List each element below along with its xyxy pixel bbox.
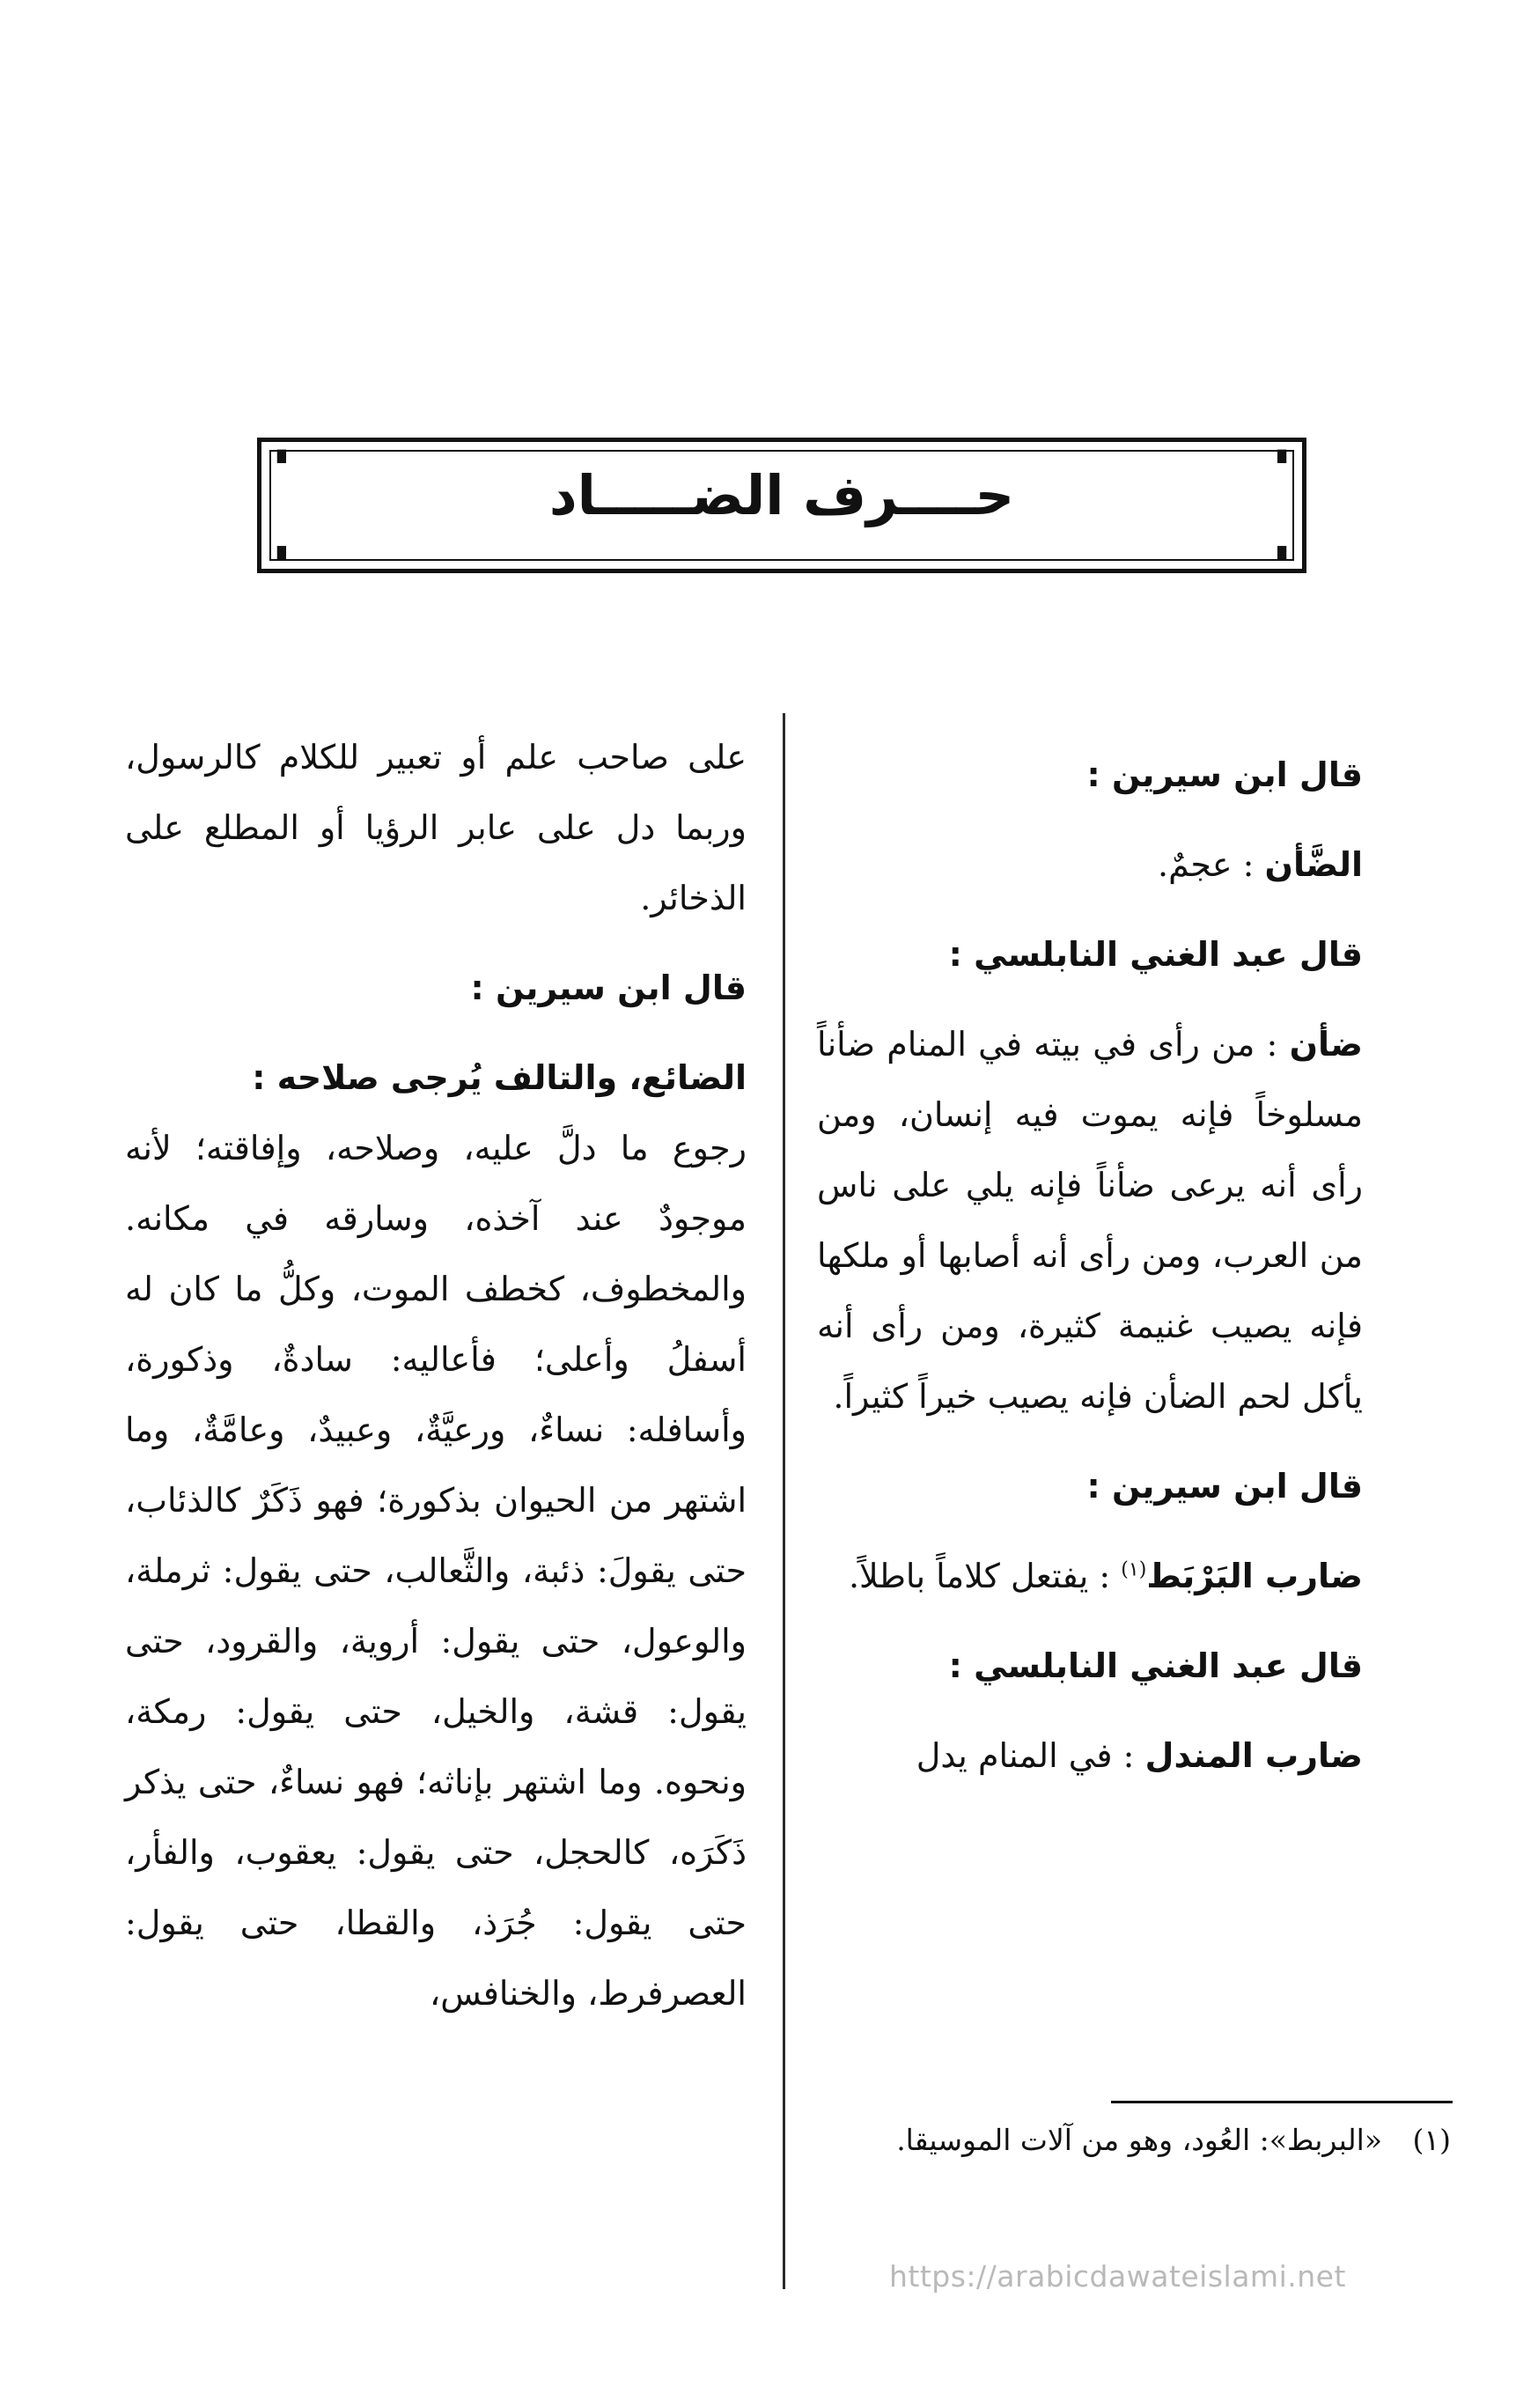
entry-text: رجوع ما دلَّ عليه، وصلاحه، وإفاقته؛ لأنه موجودٌ عند آخذه، وسارقه في مكانه. والمخطوف، كخطف الموت، وكلُّ ما كان له أسفلُ وأعلى؛ فأعاليه: سادةٌ، وذكورة، وأسافله: نساءٌ، ورعيَّةٌ، وعبيدٌ، وعامَّةٌ، وما اشتهر من الحيوان بذكورة؛ فهو ذَكَرٌ كالذئاب، حتى يقولَ: ذئبة، والثَّعالب، حتى يقول: ثرملة، والوعول، حتى يقول: أروية، والقرود، حتى يقول: قشة، والخيل، حتى يقول: رمكة، ونحوه. وما اشتهر بإناثه؛ فهو نساءٌ، حتى يذكر ذَكَرَه، كالحجل، حتى يقول: يعقوب، والفأر، حتى يقول: جُرَذ، والقطا، حتى يقول: العصرفرط، والخنافس، — [125, 1129, 747, 2013]
footnote-reference[interactable]: (١) — [1121, 1558, 1147, 1581]
entry-text: : من رأى في بيته في المنام ضأناً مسلوخاً فإنه يموت فيه إنسان، ومن رأى أنه يرعى ضأناً فإنه يلي على ناس من العرب، ومن رأى أنه أصابها أو ملكها فإنه يصيب غنيمة كثيرة، ومن رأى أنه يأكل لحم الضأن فإنه يصيب خيراً كثيراً. — [817, 1025, 1363, 1416]
corner-ornament-icon: ▗ — [1269, 534, 1286, 560]
chapter-title-frame — [257, 438, 1306, 573]
entry-term: ضارب المندل — [1144, 1736, 1363, 1775]
entry — [817, 1541, 1363, 1611]
entry-term: ضارب البَرْبَط — [1146, 1557, 1363, 1595]
continuation-text: على صاحب علم أو تعبير للكلام كالرسول، وربما دل على عابر الرؤيا أو المطلع على الذخائر. — [125, 738, 747, 917]
footnote-number: (١) — [1412, 2123, 1451, 2157]
right-column — [817, 740, 1363, 1791]
corner-ornament-icon: ▘ — [277, 451, 295, 477]
entry-text: : يفتعل كلاماً باطلاً. — [848, 1557, 1111, 1595]
corner-ornament-icon: ▝ — [1269, 451, 1286, 477]
entry-term: ضأن — [1289, 1025, 1363, 1064]
watermark-url: https://arabicdawateislami.net — [889, 2259, 1346, 2294]
entry — [817, 1720, 1363, 1791]
section-heading: قال ابن سيرين : — [1086, 1467, 1363, 1506]
section-heading: قال ابن سيرين : — [1086, 755, 1363, 794]
footnote — [817, 2115, 1451, 2166]
column-divider — [783, 713, 785, 2289]
entry-text: : عجمٌ. — [1157, 845, 1255, 884]
footnote-text: «البربط»: العُود، وهو من آلات الموسيقا. — [896, 2123, 1383, 2157]
chapter-title: حــــرف الضـــــاد — [548, 463, 1015, 527]
section-heading: قال عبد الغني النابلسي : — [948, 935, 1363, 974]
corner-ornament-icon: ▖ — [277, 534, 295, 560]
entry-term: الضَّأن — [1264, 845, 1363, 884]
entry — [817, 1009, 1363, 1432]
entry-term: الضائع، والتالف يُرجى صلاحه : — [252, 1058, 747, 1097]
section-heading: قال عبد الغني النابلسي : — [948, 1646, 1363, 1685]
entry-text: : في المنام يدل — [916, 1736, 1135, 1775]
left-column — [125, 722, 747, 2029]
entry — [817, 829, 1363, 900]
section-heading: قال ابن سيرين : — [470, 968, 747, 1007]
footnote-separator — [1111, 2101, 1453, 2103]
